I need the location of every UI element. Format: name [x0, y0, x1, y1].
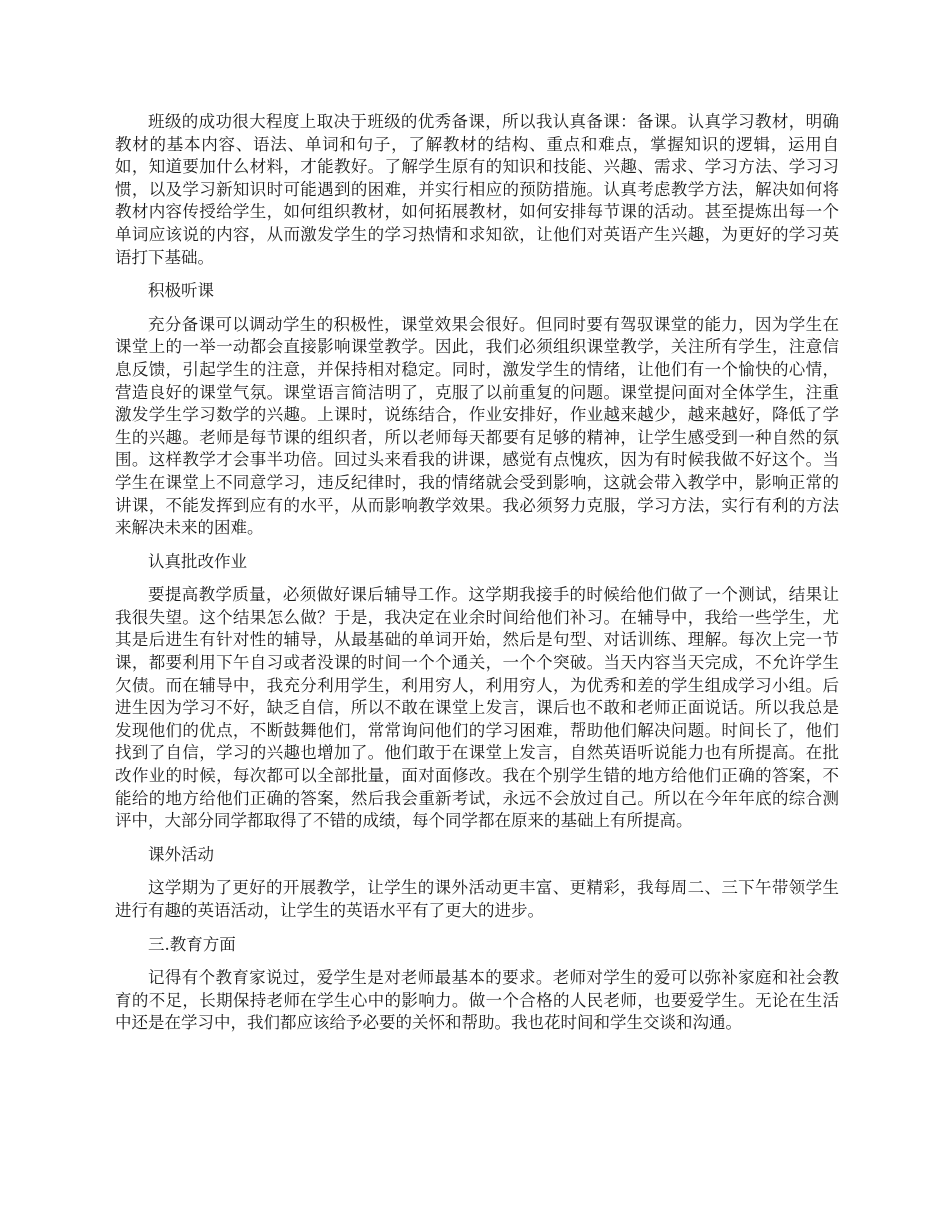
heading-active-listening: 积极听课 — [148, 281, 214, 301]
document-body — [115, 111, 839, 1046]
heading-extracurricular-activities: 课外活动 — [148, 844, 214, 864]
paragraph-caring-for-students: 记得有个教育家说过，爱学生是对老师最基本的要求。老师对学生的爱可以弥补家庭和社会教育的不足，长期保持老师在学生心中的影响力。做一个合格的人民老师，也要爱学生。无论在生活中还是在学习中，我们都应该给予必要的关怀和帮助。我也花时间和学生交谈和沟通。 — [115, 968, 839, 1033]
paragraph-classroom-teaching: 充分备课可以调动学生的积极性，课堂效果会很好。但同时要有驾驭课堂的能力，因为学生在课堂上的一举一动都会直接影响课堂教学。因此，我们必须组织课堂教学，关注所有学生，注意信息反馈，引起学生的注意，并保持相对稳定。同时，激发学生的情绪，让他们有一个愉快的心情，营造良好的课堂气氛。课堂语言简洁明了，克服了以前重复的问题。课堂提问面对全体学生，注重激发学生学习数学的兴趣。上课时，说练结合，作业安排好，作业越来越少，越来越好，降低了学生的兴趣。老师是每节课的组织者，所以老师每天都要有足够的精神，让学生感受到一种自然的氛围。这样教学才会事半功倍。回过头来看我的讲课，感觉有点愧疚，因为有时候我做不好这个。当学生在课堂上不同意学习，违反纪律时，我的情绪就会受到影响，这就会带入教学中，影响正常的讲课，不能发挥到应有的水平，从而影响教学效果。我必须努力克服，学习方法，实行有利的方法来解决未来的困难。 — [115, 314, 839, 538]
paragraph-english-activities: 这学期为了更好的开展教学，让学生的课外活动更丰富、更精彩，我每周二、三下午带领学生进行有趣的英语活动，让学生的英语水平有了更大的进步。 — [115, 878, 839, 920]
heading-education-aspect: 三.教育方面 — [148, 934, 236, 954]
paragraph-lesson-preparation: 班级的成功很大程度上取决于班级的优秀备课，所以我认真备课：备课。认真学习教材，明确教材的基本内容、语法、单词和句子，了解教材的结构、重点和难点，掌握知识的逻辑，运用自如，知道要加什么材料，才能教好。了解学生原有的知识和技能、兴趣、需求、学习方法、学习习惯，以及学习新知识时可能遇到的困难，并实行相应的预防措施。认真考虑教学方法，解决如何将教材内容传授给学生，如何组织教材，如何拓展教材，如何安排每节课的活动。甚至提炼出每一个单词应该说的内容，从而激发学生的学习热情和求知欲，让他们对英语产生兴趣，为更好的学习英语打下基础。 — [115, 112, 839, 267]
heading-homework-correction: 认真批改作业 — [148, 551, 247, 571]
paragraph-after-class-tutoring: 要提高教学质量，必须做好课后辅导工作。这学期我接手的时候给他们做了一个测试，结果让我很失望。这个结果怎么做？于是，我决定在业余时间给他们补习。在辅导中，我给一些学生，尤其是后进生有针对性的辅导，从最基础的单词开始，然后是句型、对话训练、理解。每次上完一节课，都要利用下午自习或者没课的时间一个个通关，一个个突破。当天内容当天完成，不允许学生欠债。而在辅导中，我充分利用学生，利用穷人，利用穷人，为优秀和差的学生组成学习小组。后进生因为学习不好，缺乏自信，所以不敢在课堂上发言，课后也不敢和老师正面说话。所以我总是发现他们的优点，不断鼓舞他们，常常询问他们的学习困难，帮助他们解决问题。时间长了，他们找到了自信，学习的兴趣也增加了。他们敢于在课堂上发言，自然英语听说能力也有所提高。在批改作业的时候，每次都可以全部批量，面对面修改。我在个别学生错的地方给他们正确的答案，不能给的地方给他们正确的答案，然后我会重新考试，永远不会放过自己。所以在今年年底的综合测评中，大部分同学都取得了不错的成绩，每个同学都在原来的基础上有所提高。 — [115, 585, 839, 831]
